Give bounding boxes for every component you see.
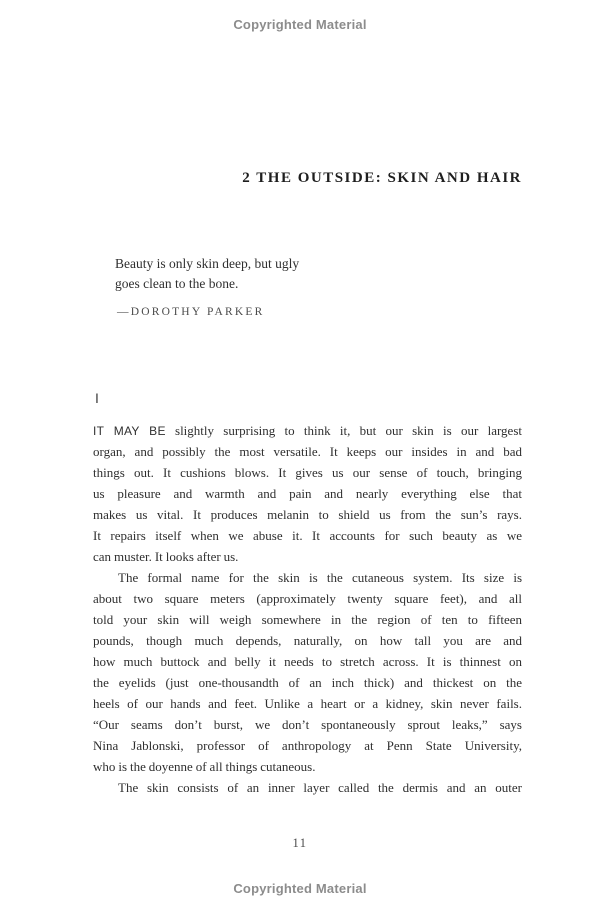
body-line: pounds, though much depends, naturally, on how tall you are and [93,633,522,648]
body-line: IT MAY BE slightly surprising to think it, but our skin is our largest [93,423,522,438]
body-line: told your skin will weigh somewhere in the region of ten to fifteen [93,612,522,627]
body-line: us pleasure and warmth and pain and nearly everything else that [93,486,522,501]
paragraph [93,567,522,777]
body-line: how much buttock and belly it needs to stretch across. It is thinnest on [93,654,522,669]
body-line: organ, and possibly the most versatile. It keeps our insides in and bad [93,444,522,459]
body-line: about two square meters (approximately twenty square feet), and all [93,591,522,606]
body-line: heels of our hands and feet. Unlike a heart or a kidney, skin never fails. [93,696,522,711]
paragraph [93,420,522,567]
body-line: “Our seams don’t burst, we don’t spontaneously sprout leaks,” says [93,717,522,732]
top-copyright-notice: Copyrighted Material [233,17,367,32]
page-number: 11 [292,836,308,850]
epigraph [115,254,299,322]
epigraph-line: Beauty is only skin deep, but ugly [115,256,300,271]
body-text [93,420,522,798]
paragraph [93,777,522,798]
body-line: makes us vital. It produces melanin to shield us from the sun’s rays. [93,507,522,522]
body-line: who is the doyenne of all things cutaneous. [93,759,316,774]
body-line: things out. It cushions blows. It gives us our sense of touch, bringing [93,465,522,480]
body-line: It repairs itself when we abuse it. It accounts for such beauty as we [93,528,522,543]
body-line: Nina Jablonski, professor of anthropology at Penn State University, [93,738,522,753]
bottom-copyright-notice: Copyrighted Material [233,881,367,896]
chapter-heading: 2 THE OUTSIDE: SKIN AND HAIR [242,170,522,186]
body-line: can muster. It looks after us. [93,549,239,564]
section-marker: I [95,390,99,406]
body-line: The formal name for the skin is the cutaneous system. Its size is [118,570,522,585]
body-line: the eyelids (just one-thousandth of an inch thick) and thickest on the [93,675,522,690]
epigraph-attribution: —DOROTHY PARKER [117,306,265,318]
body-line: The skin consists of an inner layer called the dermis and an outer [118,780,522,795]
epigraph-line: goes clean to the bone. [115,276,239,291]
paragraph-lead: IT MAY BE [93,424,166,438]
